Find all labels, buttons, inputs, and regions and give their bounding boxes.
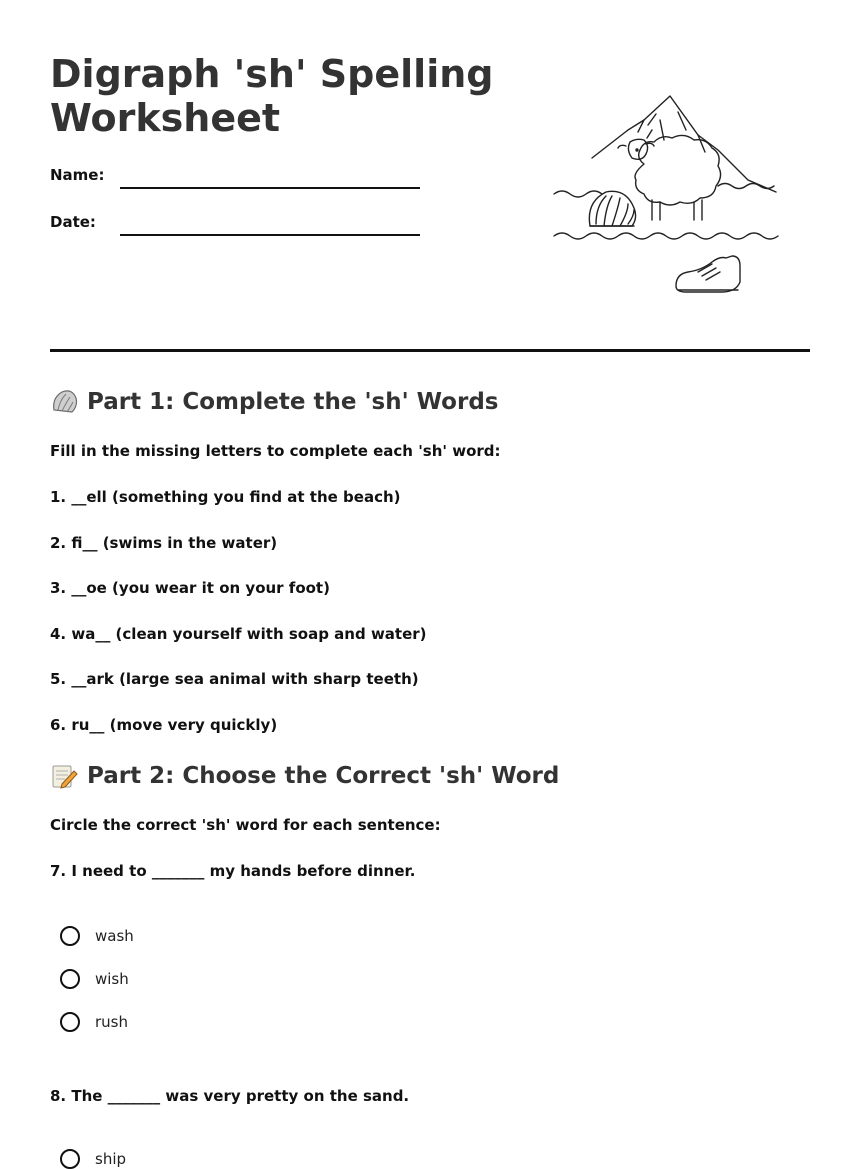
question-7-option-wash[interactable] — [60, 926, 134, 946]
part1-instruction: Fill in the missing letters to complete each 'sh' word: — [50, 442, 501, 460]
wave-bottom-icon — [554, 233, 778, 239]
worksheet-illustration — [548, 90, 798, 305]
part1-item-5: 5. __ark (large sea animal with sharp teeth) — [50, 670, 419, 688]
shoe-icon — [676, 256, 740, 292]
name-field[interactable] — [120, 187, 420, 189]
part1-heading-text: Part 1: Complete the 'sh' Words — [87, 389, 499, 415]
part1-heading — [50, 388, 498, 416]
option-label: wish — [95, 970, 129, 988]
part2-instruction: Circle the correct 'sh' word for each sentence: — [50, 816, 441, 834]
section-divider — [50, 349, 810, 352]
question-8-option-ship[interactable] — [60, 1149, 126, 1169]
option-label: rush — [95, 1013, 128, 1031]
part2-heading — [50, 762, 559, 790]
part1-item-1: 1. __ell (something you find at the beach) — [50, 488, 401, 506]
date-field[interactable] — [120, 234, 420, 236]
option-label: ship — [95, 1150, 127, 1168]
shell-icon — [50, 388, 78, 416]
wave-top-icon — [554, 184, 774, 198]
part2-heading-text: Part 2: Choose the Correct 'sh' Word — [87, 763, 560, 789]
radio-button[interactable] — [60, 1149, 80, 1169]
part1-item-4: 4. wa__ (clean yourself with soap and water) — [50, 625, 427, 643]
question-8: 8. The _______ was very pretty on the sand. — [50, 1087, 410, 1105]
shell-icon — [589, 191, 635, 226]
date-label: Date: — [50, 213, 96, 231]
memo-pencil-icon — [50, 762, 78, 790]
part1-item-6: 6. ru__ (move very quickly) — [50, 716, 278, 734]
mountain-icon — [592, 96, 776, 192]
question-7: 7. I need to _______ my hands before dinner. — [50, 862, 416, 880]
question-7-option-wish[interactable] — [60, 969, 129, 989]
radio-button[interactable] — [60, 1012, 80, 1032]
part1-item-2: 2. fi__ (swims in the water) — [50, 534, 278, 552]
question-7-option-rush[interactable] — [60, 1012, 128, 1032]
name-label: Name: — [50, 166, 105, 184]
worksheet-title: Digraph 'sh' Spelling Worksheet — [50, 52, 494, 140]
radio-button[interactable] — [60, 926, 80, 946]
option-label: wash — [95, 927, 134, 945]
part1-item-3: 3. __oe (you wear it on your foot) — [50, 579, 330, 597]
radio-button[interactable] — [60, 969, 80, 989]
